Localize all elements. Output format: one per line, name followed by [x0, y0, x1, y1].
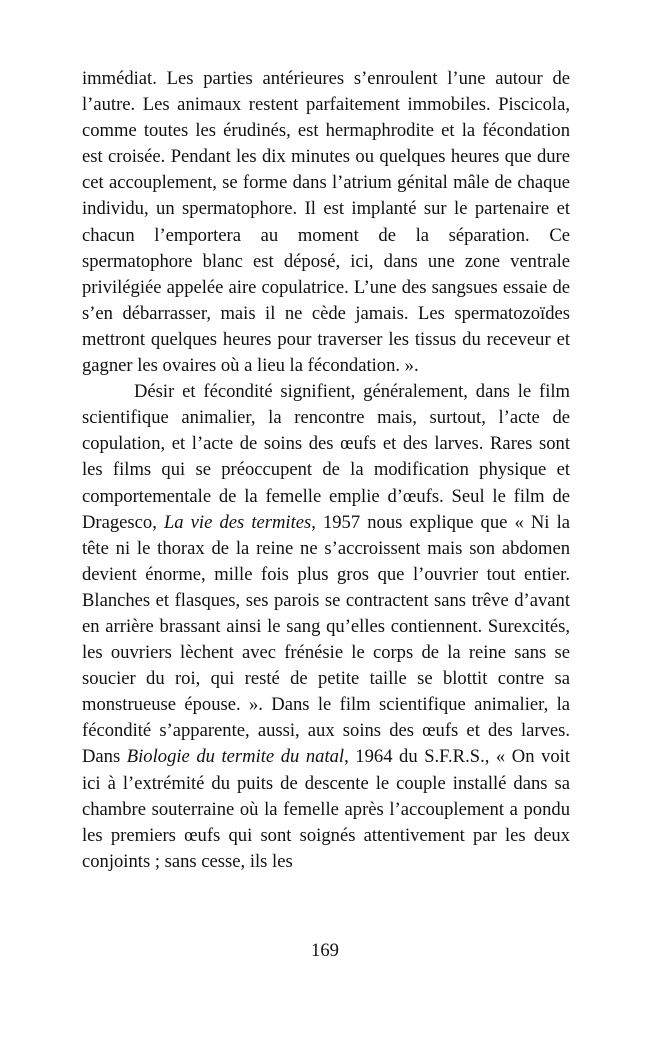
film-title-biologie-du-termite: Biologie du termite du natal: [126, 746, 345, 768]
paragraph-1: [82, 66, 570, 379]
paragraph-1-text: immédiat. Les parties antérieures s’enroulent l’une autour de l’autre. Les animaux restent parfaitement immobiles. Piscicola, comme toutes les érudinés, est hermaphrodite et la fécondation est croisée. Pendant les dix minutes ou quelques heures que dure cet accouplement, se forme dans l’atrium génital mâle de chaque individu, un spermatophore. Il est implanté sur le partenaire et chacun l’emportera au moment de la séparation. Ce spermatophore blanc est déposé, ici, dans une zone ventrale privilégiée appelée aire copulatrice. L’une des sangsues essaie de s’en débarrasser, mais il ne cède jamais. Les spermatozoïdes mettront quelques heures pour traverser les tissus du receveur et gagner les ovaires où a lieu la fécondation. ».: [82, 68, 570, 377]
page-body: [82, 66, 570, 875]
paragraph-2-text-c: , 1964 du S.F.R.S., « On voit ici à l’extrémité du puits de descente le couple installé dans sa chambre souterraine où la femelle après l’accouplement a pondu les premiers œufs qui sont soignés attentivement par les deux conjoints ; sans cesse, ils les: [82, 746, 570, 872]
film-title-la-vie-des-termites: La vie des termites: [163, 511, 312, 533]
page-number: 169: [311, 940, 339, 961]
paragraph-2-text-b: , 1957 nous explique que « Ni la tête ni le thorax de la reine ne s’accroissent mais son abdomen devient énorme, mille fois plus gros que l’ouvrier tout entier. Blanches et flasques, ses parois se contractent sans trêve d’avant en arrière brassant ainsi le sang qu’elles contiennent. Surexcités, les ouvriers lèchent avec frénésie le corps de la reine sans se soucier du roi, qui resté de petite taille se blottit contre sa monstrueuse épouse. ». Dans le film scientifique animalier, la fécondité s’apparente, aussi, aux soins des œufs et des larves. Dans: [82, 511, 570, 768]
paragraph-2: [82, 379, 570, 875]
paragraph-2-text-a: Désir et fécondité signifient, généralement, dans le film scientifique animalier, la rencontre mais, surtout, l’acte de copulation, et l’acte de soins des œufs et des larves. Rares sont les films qui se préoccupent de la modification physique et comportementale de la femelle emplie d’œufs. Seul le film de Dragesco,: [82, 381, 570, 533]
